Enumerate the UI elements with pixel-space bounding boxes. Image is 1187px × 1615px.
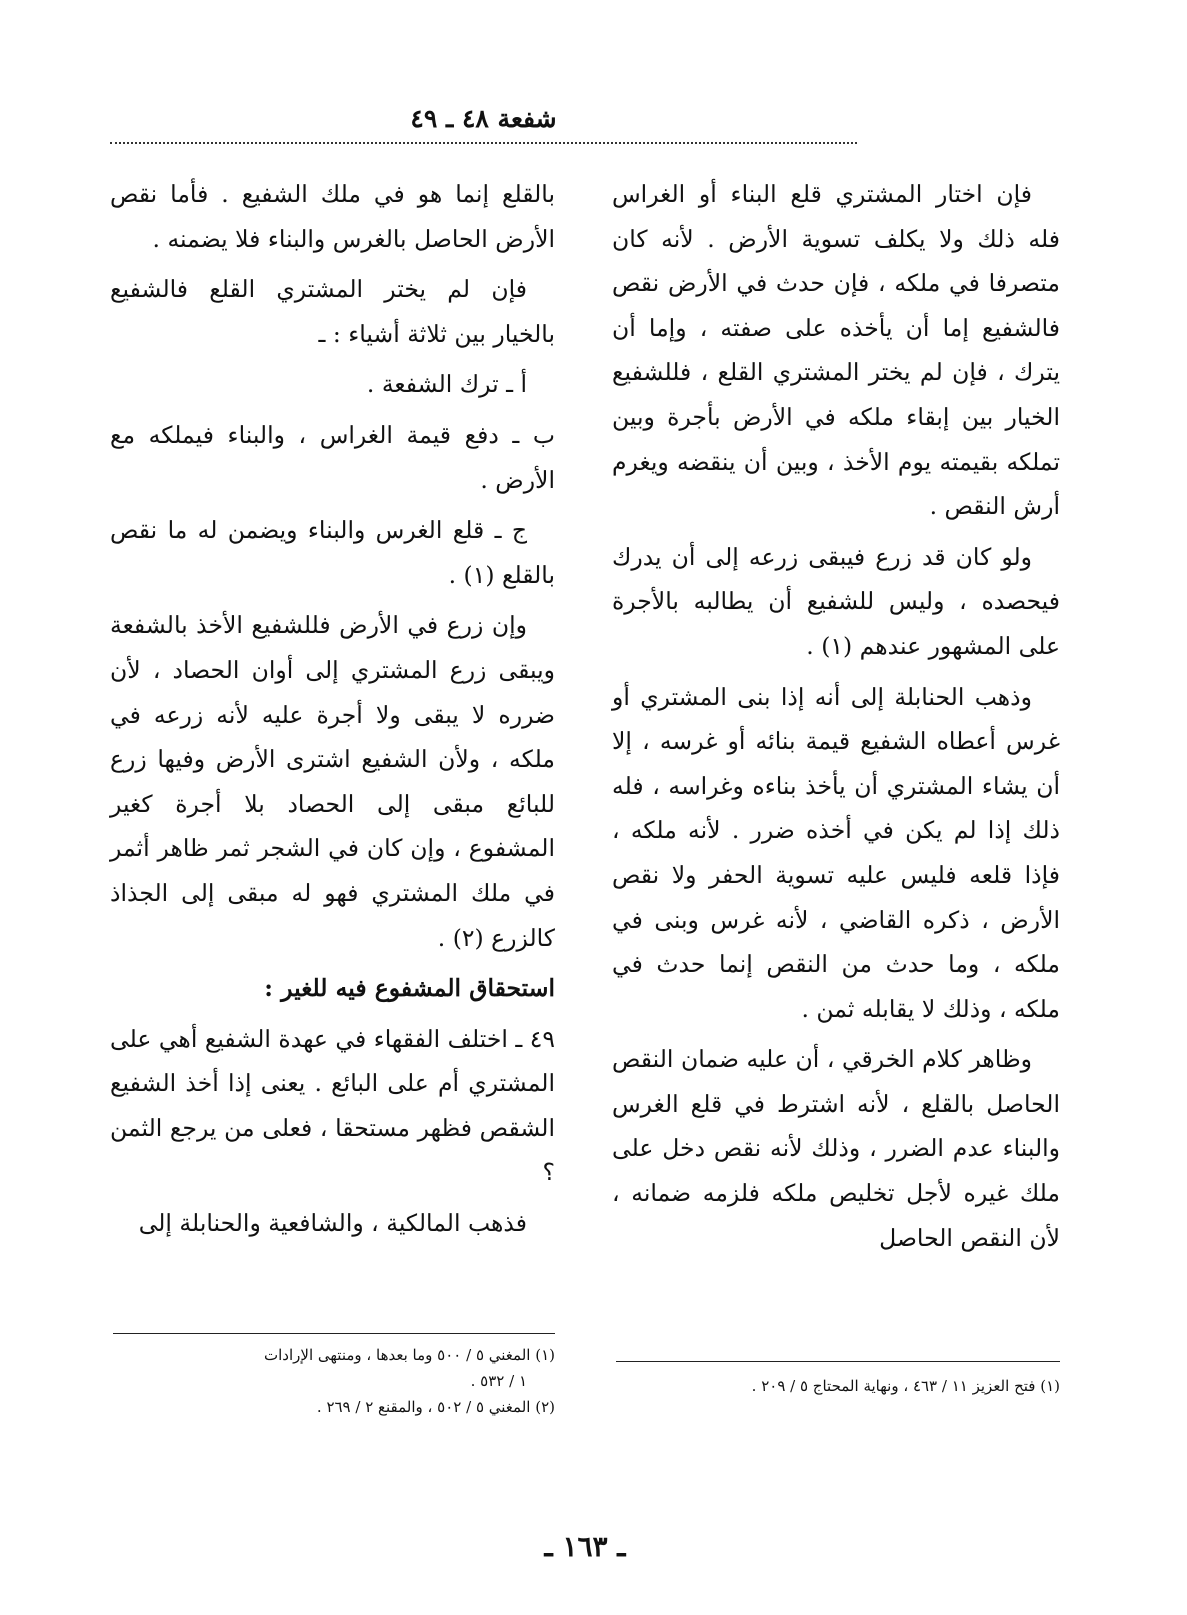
numbered-paragraph: ٤٩ ـ اختلف الفقهاء في عهدة الشفيع أهي على المشتري أم على البائع . يعنى إذا أخذ الشفيع الشقص فظهر مستحقا ، فعلى من يرجع الثمن ؟	[109, 1024, 555, 1187]
running-header: شفعة ٤٨ ـ ٤٩	[410, 104, 557, 133]
paragraph: وظاهر كلام الخرقي ، أن عليه ضمان النقص الحاصل بالقلع ، لأنه اشترط في قلع الغرس والبناء عدم الضرر ، وذلك لأنه نقص دخل على ملك غيره لأجل تخليص ملكه فلزمه ضمانه ، لأن النقص الحاصل	[612, 1045, 1060, 1252]
paragraph: وذهب الحنابلة إلى أنه إذا بنى المشتري أو غرس أعطاه الشفيع قيمة بنائه أو غرسه ، إلا أن يشاء المشتري أن يأخذ بناءه وغراسه ، فله ذلك إذا لم يكن في أخذه ضرر . لأنه ملكه ، فإذا قلعه فليس عليه تسوية الحفر ولا نقص الأرض ، ذكره القاضي ، لأنه غرس وبنى في ملكه ، وما حدث من النقص إنما حدث في ملكه ، وذلك لا يقابله ثمن .	[612, 682, 1060, 1023]
paragraph: ولو كان قد زرع فيبقى زرعه إلى أن يدرك فيحصده ، وليس للشفيع أن يطالبه بالأجرة على المشهور عندهم (١) .	[612, 542, 1060, 660]
left-column	[110, 172, 555, 1246]
footnote-continuation: ١ / ٥٣٢ .	[470, 1372, 527, 1390]
list-item: ج ـ قلع الغرس والبناء ويضمن له ما نقص بالقلع (١) .	[110, 516, 555, 589]
paragraph: فإن لم يختر المشتري القلع فالشفيع بالخيار بين ثلاثة أشياء : ـ	[110, 275, 555, 348]
paragraph: فإن اختار المشتري قلع البناء أو الغراس فله ذلك ولا يكلف تسوية الأرض . لأنه كان متصرفا في ملكه ، فإن حدث في الأرض نقص فالشفيع إما أن يأخذه على صفته ، وإما أن يترك ، فإن لم يختر المشتري القلع ، فللشفيع الخيار بين إبقاء ملكه في الأرض بأجرة وبين تملكه بقيمته يوم الأخذ ، وبين أن ينقضه ويغرم أرش النقص .	[612, 180, 1060, 521]
footnote: (١) فتح العزيز ١١ / ٤٦٣ ، ونهاية المحتاج ٥ / ٢٠٩ .	[751, 1377, 1060, 1395]
list-item: أ ـ ترك الشفعة .	[366, 370, 527, 399]
right-footnotes	[612, 1373, 1060, 1399]
page-number: ـ ١٦٣ ـ	[544, 1530, 626, 1563]
paragraph: بالقلع إنما هو في ملك الشفيع . فأما نقص الأرض الحاصل بالغرس والبناء فلا يضمنه .	[110, 180, 555, 253]
footnote-rule	[616, 1361, 1060, 1362]
left-footnotes	[110, 1342, 555, 1420]
header-dotted-rule	[110, 142, 857, 144]
footnote: (٢) المغني ٥ / ٥٠٢ ، والمقنع ٢ / ٢٦٩ .	[316, 1398, 555, 1416]
paragraph: وإن زرع في الأرض فللشفيع الأخذ بالشفعة ويبقى زرع المشتري إلى أوان الحصاد ، لأن ضرره لا يبقى ولا أجرة عليه لأنه زرعه في ملكه ، ولأن الشفيع اشترى الأرض وفيها زرع للبائع مبقى إلى الحصاد بلا أجرة كغير المشفوع ، وإن كان في الشجر ثمر ظاهر أثمر في ملك المشتري فهو له مبقى إلى الجذاذ كالزرع (٢) .	[110, 611, 555, 952]
list-item: ب ـ دفع قيمة الغراس ، والبناء فيملكه مع الأرض .	[110, 420, 555, 494]
right-column	[612, 172, 1060, 1260]
section-heading: استحقاق المشفوع فيه للغير :	[264, 974, 555, 1003]
footnote-rule	[113, 1333, 555, 1334]
footnote: (١) المغني ٥ / ٥٠٠ وما بعدها ، ومنتهى الإرادات	[264, 1346, 555, 1364]
paragraph: فذهب المالكية ، والشافعية والحنابلة إلى	[138, 1209, 527, 1238]
